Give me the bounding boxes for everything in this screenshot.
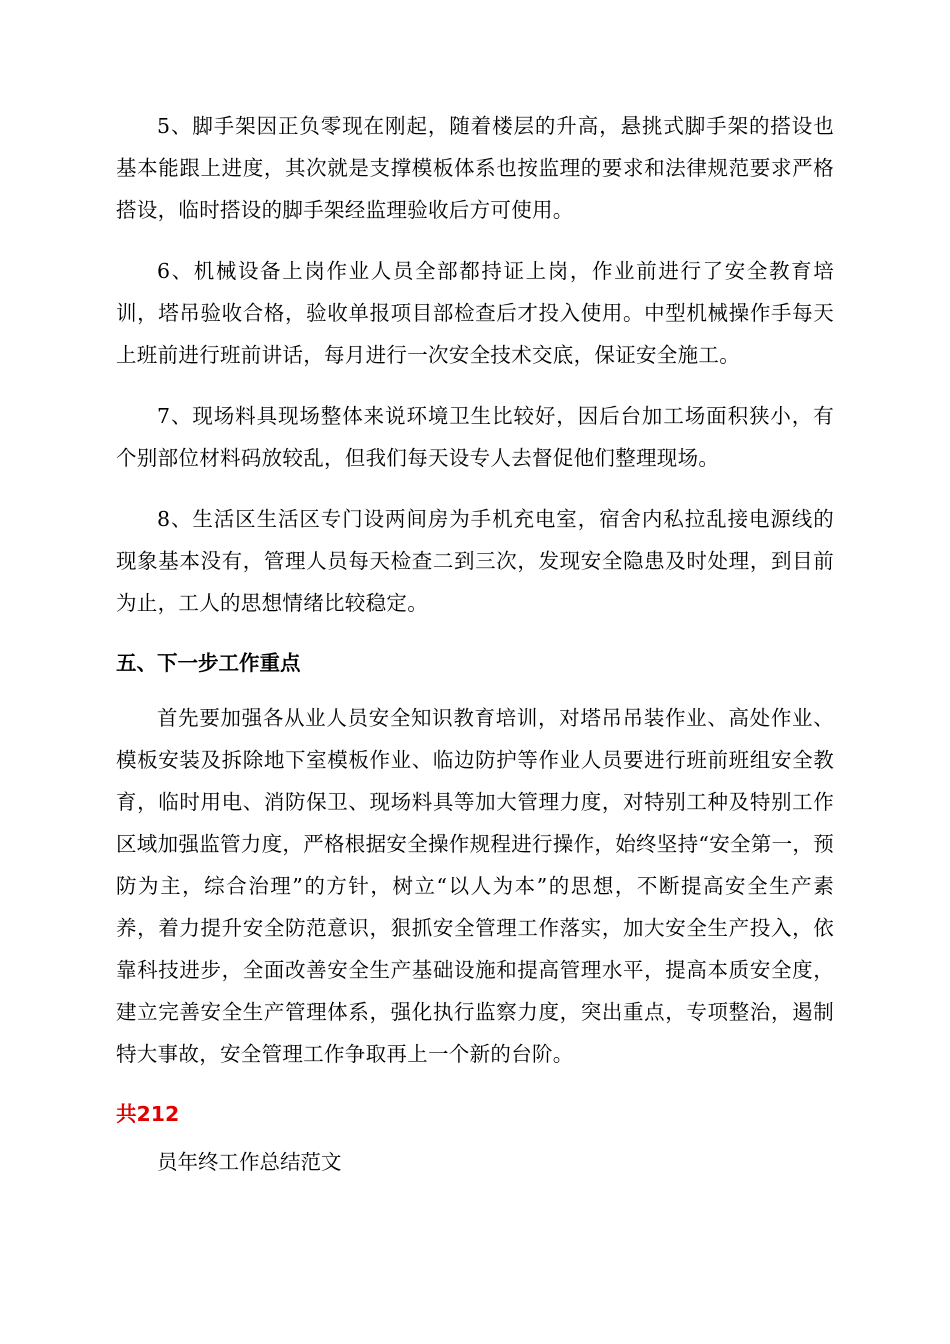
paragraph-item-8: 8、生活区生活区专门设两间房为手机充电室，宿舍内私拉乱接电源线的现象基本没有，管理人员每天检查二到三次，发现安全隐患及时处理，到目前为止，工人的思想情绪比较稳定。 (116, 507, 834, 615)
section-body-next-steps: 首先要加强各从业人员安全知识教育培训，对塔吊吊装作业、高处作业、模板安装及拆除地下室模板作业、临边防护等作业人员要进行班前班组安全教育，临时用电、消防保卫、现场料具等加大管理力度，对特别工种及特别工作区域加强监管力度，严格根据安全操作规程进行操作，始终坚持“安全第一，预防为主，综合治理”的方针，树立“以人为本”的思想，不断提高安全生产素养，着力提升安全防范意识，狠抓安全管理工作落实，加大安全生产投入，依靠科技进步，全面改善安全生产基础设施和提高管理水平，提高本质安全度，建立完善安全生产管理体系，强化执行监察力度，突出重点，专项整治，遏制特大事故，安全管理工作争取再上一个新的台阶。 (116, 706, 834, 1066)
section-heading-next-steps: 五、下一步工作重点 (116, 651, 301, 675)
paragraph-item-5: 5、脚手架因正负零现在刚起，随着楼层的升高，悬挑式脚手架的搭设也基本能跟上进度，其次就是支撑模板体系也按监理的要求和法律规范要求严格搭设，临时搭设的脚手架经监理验收后方可使用。 (116, 114, 834, 222)
paragraph-item-7: 7、现场料具现场整体来说环境卫生比较好，因后台加工场面积狭小，有个别部位材料码放较乱，但我们每天设专人去督促他们整理现场。 (116, 404, 834, 470)
count-label: 共212 (116, 1102, 180, 1126)
paragraph-item-6: 6、机械设备上岗作业人员全部都持证上岗，作业前进行了安全教育培训，塔吊验收合格，验收单报项目部检查后才投入使用。中型机械操作手每天上班前进行班前讲话，每月进行一次安全技术交底，保证安全施工。 (116, 259, 834, 367)
document-subtitle: 员年终工作总结范文 (157, 1150, 342, 1174)
document-page (116, 105, 834, 1182)
